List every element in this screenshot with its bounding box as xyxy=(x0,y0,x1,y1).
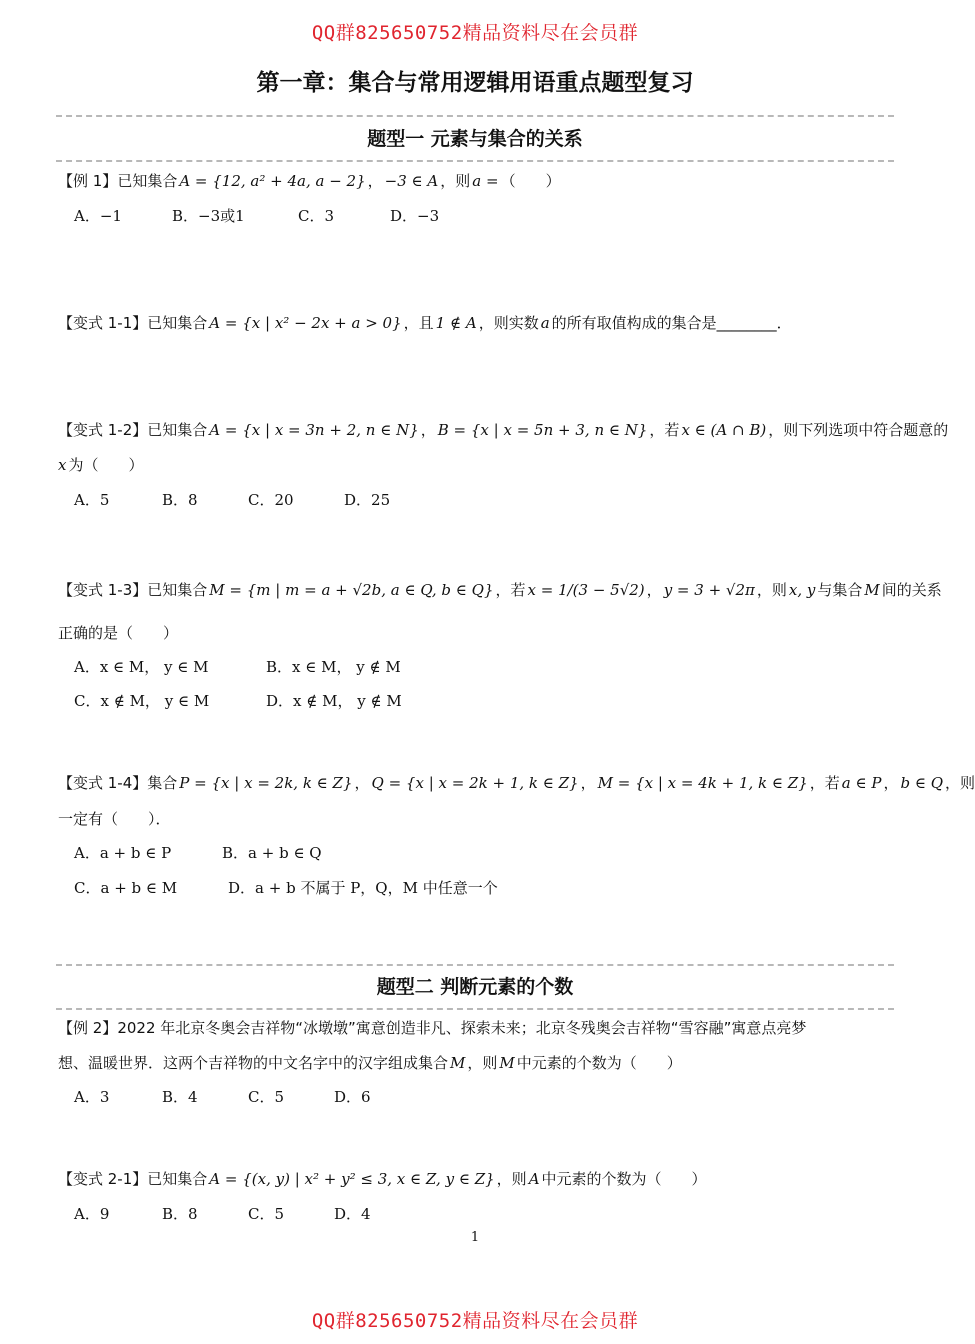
question-text: ，若 xyxy=(495,581,526,599)
math-expression: −3 ∈ A xyxy=(384,172,439,190)
page-number: 1 xyxy=(470,1230,480,1245)
option-a: A．9 xyxy=(74,1205,110,1223)
page-title: 第一章：集合与常用逻辑用语重点题型复习 xyxy=(256,70,694,96)
option-a: A．3 xyxy=(74,1088,110,1106)
option-b: B．8 xyxy=(162,1205,198,1223)
question-text: 已知集合 xyxy=(117,172,178,190)
question-text: ，则 xyxy=(467,1054,498,1072)
math-expression: x, y xyxy=(788,581,816,599)
variant-1-2-line-2 xyxy=(58,454,143,476)
math-expression: A = {x | x = 3n + 2, n ∈ N} xyxy=(209,421,419,439)
question-text: 为（ ） xyxy=(68,456,144,474)
option-a: A．5 xyxy=(74,491,110,509)
variant-1-4 xyxy=(58,772,975,794)
options-variant-1-3-row-1 xyxy=(74,656,401,678)
section-divider xyxy=(56,1008,894,1010)
question-text: 已知集合 xyxy=(147,581,208,599)
options-variant-2-1 xyxy=(74,1203,371,1225)
question-text: ，则下列选项中符合题意的 xyxy=(768,421,949,439)
option-a: A．a + b ∈ P xyxy=(74,844,172,862)
math-expression: x ∈ (A ∩ B) xyxy=(681,421,767,439)
option-b: B．4 xyxy=(162,1088,198,1106)
watermark-bottom: QQ群825650752精品资料尽在会员群 xyxy=(311,1310,639,1332)
question-text: 2022 年北京冬奥会吉祥物“冰墩墩”寓意创造非凡、探索未来；北京冬残奥会吉祥物“雪容融”寓意点亮梦 xyxy=(117,1019,807,1037)
option-d: D．25 xyxy=(344,491,391,509)
question-text: ，若 xyxy=(649,421,680,439)
math-expression: A = {12, a² + 4a, a − 2} xyxy=(179,172,366,190)
options-variant-1-4-row-1 xyxy=(74,842,322,864)
option-d: D．a + b 不属于 P，Q，M 中任意一个 xyxy=(228,879,498,897)
math-expression: M = {x | x = 4k + 1, k ∈ Z} xyxy=(597,774,808,792)
option-c: C．20 xyxy=(248,491,294,509)
question-text: ，则 xyxy=(945,774,975,792)
options-example-2 xyxy=(74,1086,371,1108)
question-text: 已知集合 xyxy=(147,1170,208,1188)
question-tag: 【变式 2-1】 xyxy=(58,1170,148,1188)
question-text: ， xyxy=(883,774,899,792)
question-text: ， xyxy=(580,774,596,792)
section-heading-2: 题型二 判断元素的个数 xyxy=(376,976,574,998)
option-b: B．a + b ∈ Q xyxy=(222,844,322,862)
watermark-top: QQ群825650752精品资料尽在会员群 xyxy=(311,22,639,44)
question-tag: 【变式 1-3】 xyxy=(58,581,148,599)
math-expression: x xyxy=(58,456,67,474)
question-text: ， xyxy=(420,421,436,439)
math-expression: A = {x | x² − 2x + a > 0} xyxy=(209,314,402,332)
question-text: 已知集合 xyxy=(147,421,208,439)
option-d: D．4 xyxy=(334,1205,371,1223)
option-c: C．a + b ∈ M xyxy=(74,879,178,897)
question-text: ，若 xyxy=(809,774,840,792)
math-expression: Q = {x | x = 2k + 1, k ∈ Z} xyxy=(371,774,579,792)
question-text: 集合 xyxy=(147,774,178,792)
question-text: ， xyxy=(646,581,662,599)
question-text: 间的关系 xyxy=(881,581,942,599)
example-2 xyxy=(58,1017,806,1039)
question-text: ，则 xyxy=(756,581,787,599)
question-text: 已知集合 xyxy=(147,314,208,332)
question-text: 中元素的个数为（ ） xyxy=(516,1054,682,1072)
section-divider xyxy=(56,160,894,162)
option-b: B．−3或1 xyxy=(172,207,245,225)
question-tag: 【变式 1-1】 xyxy=(58,314,148,332)
math-expression: A xyxy=(528,1170,540,1188)
question-tag: 【变式 1-4】 xyxy=(58,774,148,792)
option-c: C．x ∉ M， y ∈ M xyxy=(74,692,210,710)
math-expression: B = {x | x = 5n + 3, n ∈ N} xyxy=(437,421,648,439)
question-tag: 【例 2】 xyxy=(58,1019,118,1037)
option-c: C．5 xyxy=(248,1205,285,1223)
section-heading-1: 题型一 元素与集合的关系 xyxy=(367,128,583,150)
question-text: 想、温暖世界．这两个吉祥物的中文名字中的汉字组成集合 xyxy=(58,1054,449,1072)
variant-2-1 xyxy=(58,1168,707,1190)
question-text: 与集合 xyxy=(817,581,863,599)
question-text: ，则 xyxy=(440,172,471,190)
question-text: （ ） xyxy=(500,172,561,190)
option-c: C．3 xyxy=(298,207,335,225)
question-text: ， xyxy=(354,774,370,792)
math-expression: P = {x | x = 2k, k ∈ Z} xyxy=(179,774,353,792)
option-d: D．−3 xyxy=(390,207,440,225)
variant-1-3-line-2 xyxy=(58,622,178,644)
option-c: C．5 xyxy=(248,1088,285,1106)
section-divider xyxy=(56,115,894,117)
question-text: 的所有取值构成的集合是________． xyxy=(551,314,792,332)
variant-1-1 xyxy=(58,312,792,334)
variant-1-4-line-2 xyxy=(58,808,171,830)
math-expression: a ∈ P xyxy=(841,774,882,792)
math-expression: A = {(x, y) | x² + y² ≤ 3, x ∈ Z, y ∈ Z} xyxy=(209,1170,495,1188)
question-text: 一定有（ ）． xyxy=(58,810,171,828)
math-expression: y = 3 + √2π xyxy=(663,581,755,599)
question-text: ，则 xyxy=(496,1170,527,1188)
math-expression: 1 ∉ A xyxy=(435,314,477,332)
option-a: A．−1 xyxy=(74,207,122,225)
option-d: D．6 xyxy=(334,1088,371,1106)
math-expression: x = 1/(3 − 5√2) xyxy=(527,581,645,599)
options-example-1 xyxy=(74,205,439,227)
variant-1-3 xyxy=(58,579,942,601)
example-2-line-2 xyxy=(58,1052,682,1074)
math-expression: M xyxy=(864,581,880,599)
section-divider xyxy=(56,964,894,966)
option-b: B．8 xyxy=(162,491,198,509)
math-expression: b ∈ Q xyxy=(900,774,944,792)
options-variant-1-2 xyxy=(74,489,390,511)
question-text: 中元素的个数为（ ） xyxy=(541,1170,707,1188)
variant-1-2 xyxy=(58,419,948,441)
question-text: ，则实数 xyxy=(478,314,539,332)
math-expression: M = {m | m = a + √2b, a ∈ Q, b ∈ Q} xyxy=(209,581,494,599)
math-expression: a = xyxy=(472,172,499,190)
option-a: A．x ∈ M， y ∈ M xyxy=(74,658,209,676)
math-expression: M xyxy=(499,1054,515,1072)
example-1 xyxy=(58,170,561,192)
question-text: ，且 xyxy=(403,314,434,332)
options-variant-1-3-row-2 xyxy=(74,690,402,712)
math-expression: a xyxy=(540,314,550,332)
question-tag: 【变式 1-2】 xyxy=(58,421,148,439)
option-d: D．x ∉ M， y ∉ M xyxy=(266,692,402,710)
math-expression: M xyxy=(450,1054,466,1072)
options-variant-1-4-row-2 xyxy=(74,877,498,899)
option-b: B．x ∈ M， y ∉ M xyxy=(266,658,401,676)
question-text: ， xyxy=(367,172,383,190)
question-tag: 【例 1】 xyxy=(58,172,118,190)
question-text: 正确的是（ ） xyxy=(58,624,179,642)
